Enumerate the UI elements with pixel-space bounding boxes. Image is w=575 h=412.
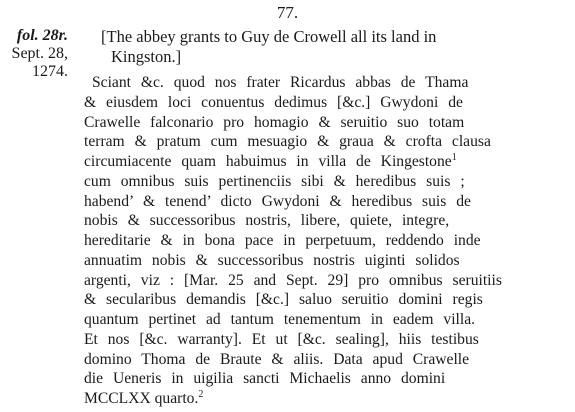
entry-heading bbox=[101, 27, 571, 66]
text-line: Et nos [&c. warranty]. Et ut [&c. sealing], hiis testibus bbox=[84, 330, 479, 348]
text-line: nobis & successoribus nostris, libere, quiete, integre, bbox=[84, 212, 450, 230]
text-line: annuatim nobis & successoribus nostris uiginti solidos bbox=[84, 251, 460, 269]
text-line: habend’ & tenend’ dicto Gwydoni & heredibus suis de bbox=[84, 192, 471, 210]
text-line: hereditarie & in bona pace in perpetuum, reddendo inde bbox=[84, 232, 481, 249]
page-number: 77. bbox=[276, 3, 299, 22]
text-line: domino Thoma de Braute & aliis. Data apud Crawelle bbox=[84, 350, 470, 368]
text-line: terram & pratum cum mesuagio & graua & crofta clausa bbox=[84, 133, 491, 151]
charter-text bbox=[84, 73, 572, 409]
date-line-year: 1274. bbox=[32, 63, 68, 80]
text-line: die Ueneris in uigilia sancti Michaelis anno domini bbox=[84, 370, 446, 388]
text-line-content: MCCLXX quarto. bbox=[84, 390, 199, 407]
text-line: argenti, viz : [Mar. 25 and Sept. 29] pro omnibus seruitiis bbox=[84, 271, 502, 289]
text-line-content: circumiacente quam habuimus in villa de Kingestone bbox=[84, 153, 452, 170]
text-line: Crawelle falconario pro homagio & seruitio suo totam bbox=[84, 113, 465, 131]
text-line: cum omnibus suis pertinenciis sibi & heredibus suis ; bbox=[84, 172, 465, 190]
margin-note bbox=[2, 27, 68, 81]
text-line: Sciant &c. quod nos frater Ricardus abbas de Thama bbox=[92, 74, 469, 91]
heading-line: [The abbey grants to Guy de Crowell all its land in bbox=[101, 27, 437, 46]
text-line bbox=[84, 389, 572, 409]
date-line-month-day: Sept. 28, bbox=[11, 45, 68, 62]
folio-reference: fol. 28r. bbox=[16, 27, 68, 44]
text-line: & secularibus demandis [&c.] saluo seruitio domini regis bbox=[84, 291, 483, 309]
heading-line: Kingston.] bbox=[111, 46, 182, 66]
text-line: quantum pertinet ad tantum tenementum in eadem villa. bbox=[84, 311, 476, 328]
footnote-mark: 2 bbox=[198, 388, 204, 400]
text-line bbox=[84, 152, 572, 172]
text-line: & eiusdem loci conuentus dedimus [&c.] Gwydoni de bbox=[84, 93, 463, 111]
footnote-mark: 1 bbox=[451, 151, 457, 163]
